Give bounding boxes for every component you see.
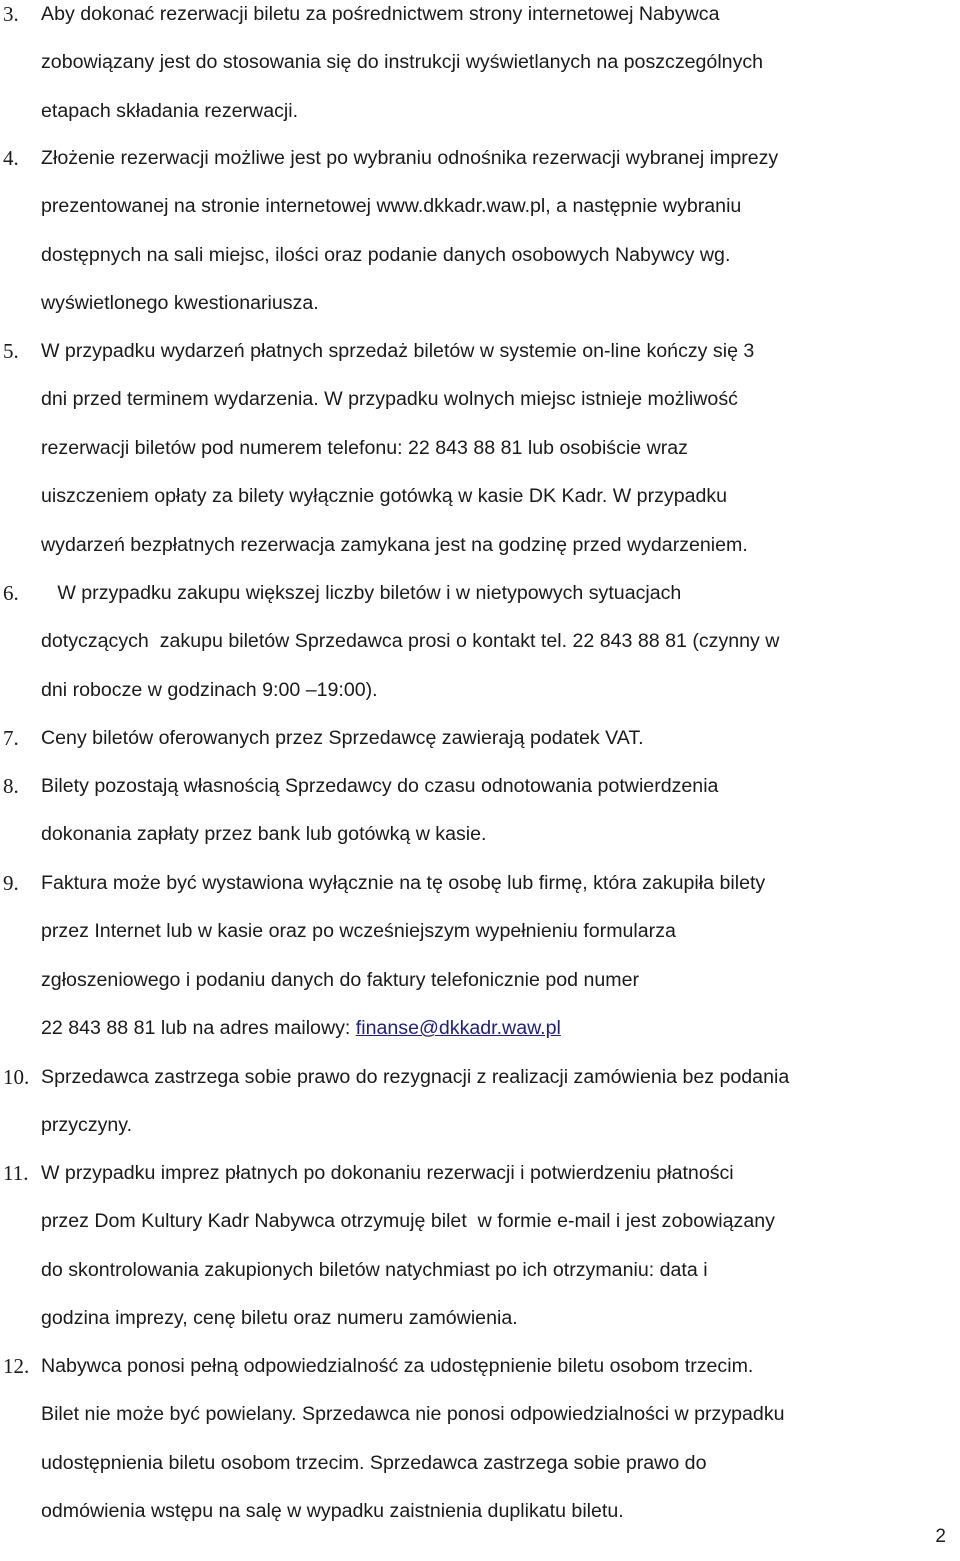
email-link[interactable]: finanse@dkkadr.waw.pl [355, 1017, 561, 1040]
list-item-6 [0, 569, 960, 714]
text-line: przyczyny. [41, 1114, 133, 1137]
text-line: Bilet nie może być powielany. Sprzedawca nie ponosi odpowiedzialności w przypadku [41, 1403, 785, 1426]
item-text [41, 714, 956, 762]
list-item-4 [0, 134, 960, 328]
text-line: Aby dokonać rezerwacji biletu za pośrednictwem strony internetowej Nabywca [41, 3, 720, 25]
list-item-9 [0, 859, 960, 1053]
item-text [41, 134, 956, 328]
text-line: Złożenie rezerwacji możliwe jest po wybraniu odnośnika rezerwacji wybranej imprezy [41, 147, 779, 169]
text-line: Nabywca ponosi pełną odpowiedzialność za udostępnienie biletu osobom trzecim. [41, 1355, 754, 1377]
text-line: do skontrolowania zakupionych biletów natychmiast po ich otrzymaniu: data i [41, 1258, 708, 1281]
text-line: wyświetlonego kwestionariusza. [41, 292, 319, 315]
item-number: 8. [3, 774, 19, 798]
text-line: godzina imprezy, cenę biletu oraz numeru zamówienia. [41, 1307, 518, 1330]
text-line: W przypadku wydarzeń płatnych sprzedaż biletów w systemie on-line kończy się 3 [41, 340, 755, 362]
text-line: Ceny biletów oferowanych przez Sprzedawcę zawierają podatek VAT. [41, 727, 644, 749]
item-text [41, 762, 956, 859]
text-line: Faktura może być wystawiona wyłącznie na tę osobę lub firmę, która zakupiła bilety [41, 872, 766, 894]
text-line: Bilety pozostają własnością Sprzedawcy do czasu odnotowania potwierdzenia [41, 775, 719, 797]
item-text [41, 327, 956, 569]
text-line: Sprzedawca zastrzega sobie prawo do rezygnacji z realizacji zamówienia bez podania [41, 1066, 790, 1088]
item-number: 11. [3, 1161, 29, 1185]
item-number: 5. [3, 339, 19, 363]
list-item-5 [0, 327, 960, 569]
item-text [41, 1149, 956, 1343]
item-number: 9. [3, 871, 19, 895]
text-line: W przypadku imprez płatnych po dokonaniu rezerwacji i potwierdzeniu płatności [41, 1162, 734, 1184]
list-item-10 [0, 1053, 960, 1150]
item-number: 6. [3, 581, 19, 605]
text-line: zobowiązany jest do stosowania się do instrukcji wyświetlanych na poszczególnych [41, 51, 764, 74]
text-line: etapach składania rezerwacji. [41, 99, 299, 122]
text-line: przez Internet lub w kasie oraz po wcześniejszym wypełnieniu formularza [41, 920, 676, 943]
text-line: wydarzeń bezpłatnych rezerwacja zamykana jest na godzinę przed wydarzeniem. [41, 533, 748, 556]
text-line: dotyczących zakupu biletów Sprzedawca prosi o kontakt tel. 22 843 88 81 (czynny w [41, 630, 780, 653]
text-line: udostępnienia biletu osobom trzecim. Sprzedawca zastrzega sobie prawo do [41, 1451, 707, 1474]
item-text [41, 859, 956, 1053]
list-item-3 [0, 0, 960, 135]
text-line: uiszczeniem opłaty za bilety wyłącznie gotówką w kasie DK Kadr. W przypadku [41, 485, 728, 508]
list-item-8 [0, 762, 960, 859]
text-line: dni przed terminem wydarzenia. W przypadku wolnych miejsc istnieje możliwość [41, 388, 738, 411]
item-number: 12. [3, 1354, 30, 1378]
list-item-11 [0, 1149, 960, 1343]
item-number: 3. [3, 2, 19, 26]
item-number: 4. [3, 146, 19, 170]
text-line [41, 1004, 956, 1052]
text-line: dostępnych na sali miejsc, ilości oraz podanie danych osobowych Nabywcy wg. [41, 243, 731, 266]
page-number: 2 [935, 1526, 946, 1547]
item-text [41, 1342, 956, 1536]
item-number: 7. [3, 726, 19, 750]
text-fragment: 22 843 88 81 lub na adres mailowy: [41, 1017, 356, 1040]
text-line: dni robocze w godzinach 9:00 –19:00). [41, 678, 378, 701]
text-line: rezerwacji biletów pod numerem telefonu: 22 843 88 81 lub osobiście wraz [41, 436, 688, 459]
text-line: odmówienia wstępu na salę w wypadku zaistnienia duplikatu biletu. [41, 1500, 624, 1523]
text-line: przez Dom Kultury Kadr Nabywca otrzymuję bilet w formie e-mail i jest zobowiązany [41, 1210, 775, 1233]
item-number: 10. [3, 1065, 30, 1089]
item-text [41, 1053, 956, 1150]
list-item-7 [0, 714, 960, 762]
text-line: prezentowanej na stronie internetowej www.dkkadr.waw.pl, a następnie wybraniu [41, 195, 742, 218]
item-text [41, 569, 956, 714]
text-line: dokonania zapłaty przez bank lub gotówką w kasie. [41, 823, 487, 846]
text-line: W przypadku zakupu większej liczby biletów i w nietypowych sytuacjach [41, 582, 682, 604]
list-item-12 [0, 1342, 960, 1536]
item-text [41, 0, 956, 135]
text-line: zgłoszeniowego i podaniu danych do faktury telefonicznie pod numer [41, 968, 639, 991]
